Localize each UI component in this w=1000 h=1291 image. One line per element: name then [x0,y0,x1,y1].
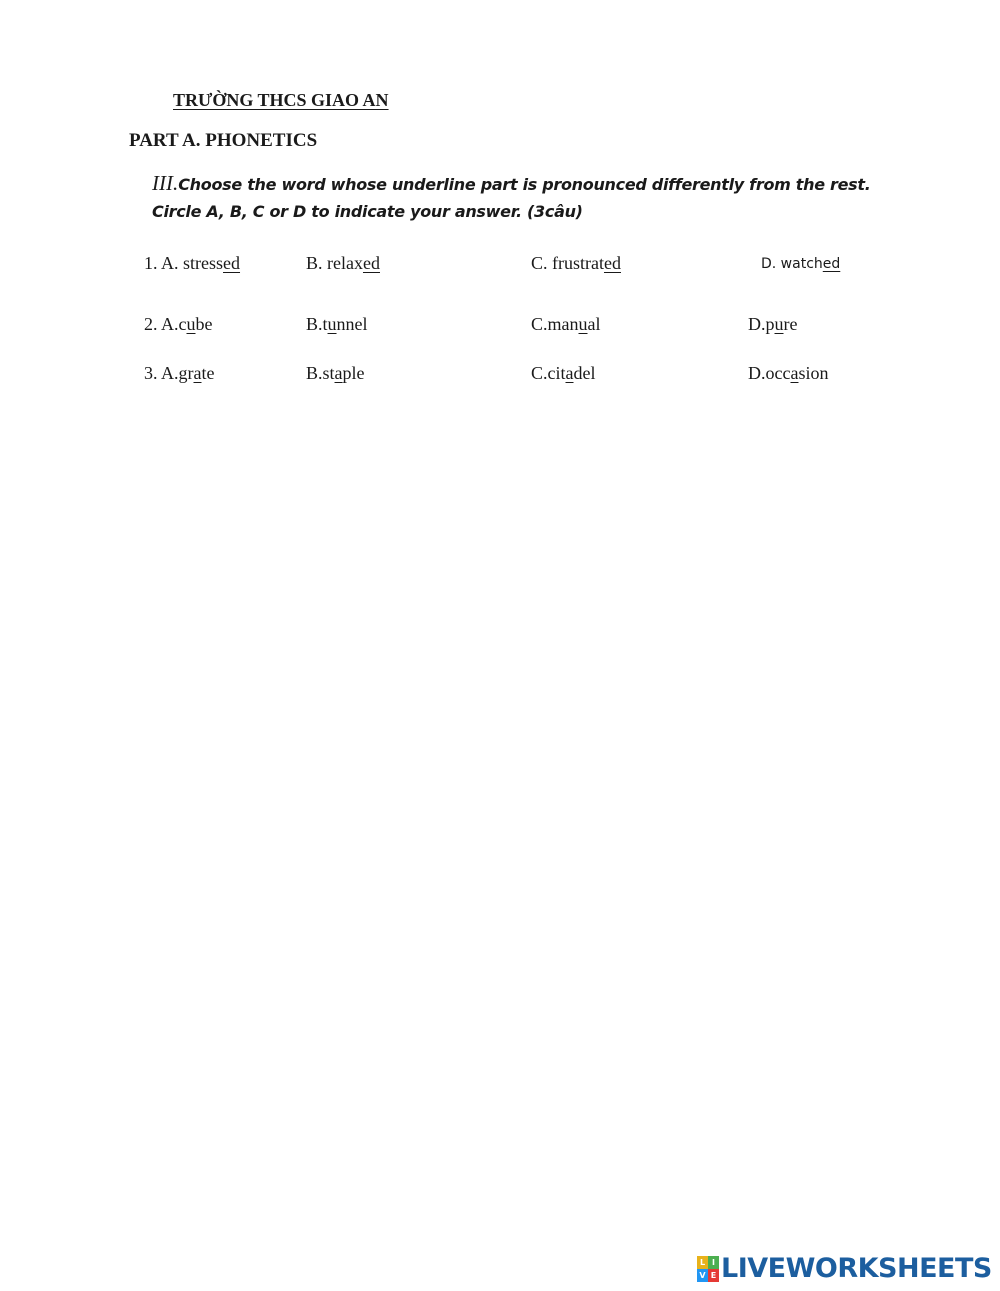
logo-cube-cell: E [708,1269,719,1282]
logo-cube-cell: V [697,1269,708,1282]
q3-option-a: 3. A.grate [144,363,215,383]
q3-option-b: B.staple [306,363,365,383]
section-number: III. [152,171,179,195]
logo-text: LIVEWORKSHEETS [721,1253,992,1284]
q2-option-a: 2. A.cube [144,314,213,334]
q2-option-b: B.tunnel [306,314,368,334]
q1-option-a: 1. A. stressed [144,253,241,273]
q3-option-c: C.citadel [531,363,596,383]
q2-option-c: C.manual [531,314,601,334]
q2-option-d: D.pure [748,314,798,334]
logo-cube-cell: I [708,1256,719,1269]
logo-cube-cell: L [697,1256,708,1269]
q1-option-c: C. frustrated [531,253,621,273]
part-heading: PART A. PHONETICS [129,130,318,151]
logo-cube-icon [697,1256,719,1282]
instruction-text: Choose the word whose underline part is pronounced differently from the rest. Circle A, B, C or D to indicate your answer. (3câu) [152,175,871,221]
q1-option-b: B. relaxed [306,253,380,273]
school-name: TRƯỜNG THCS GIAO AN [173,90,389,110]
q1-option-d: D. watched [761,256,841,272]
instruction [152,170,912,225]
liveworksheets-logo[interactable] [697,1253,992,1284]
q3-option-d: D.occasion [748,363,829,383]
